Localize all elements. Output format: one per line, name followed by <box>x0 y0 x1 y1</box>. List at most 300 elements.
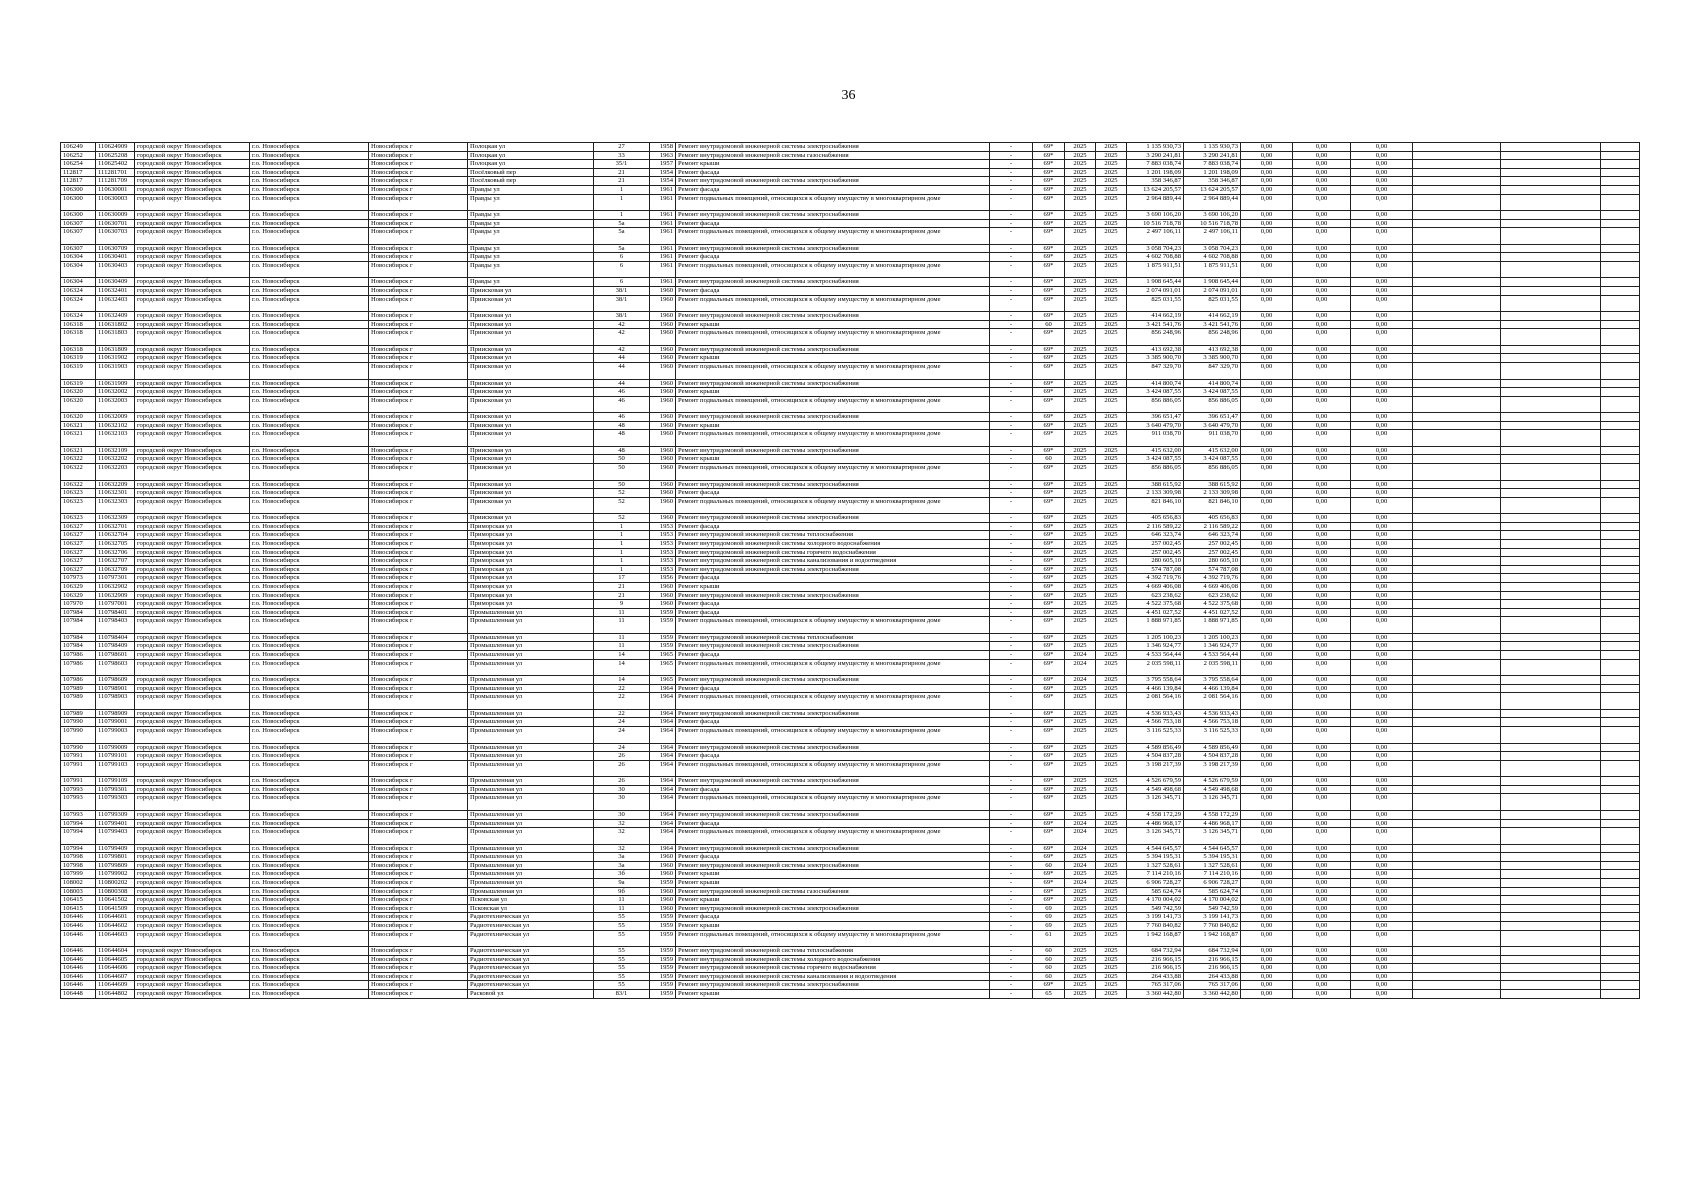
cell-work: Ремонт крыши <box>676 421 990 430</box>
cell-sum2: 4 536 933,43 <box>1184 709 1241 718</box>
cell-dash: - <box>990 887 1033 896</box>
cell-z1: 0,00 <box>1241 659 1293 676</box>
cell-empty <box>1413 904 1501 913</box>
cell-year: 1959 <box>650 955 676 964</box>
cell-sum2: 3 360 442,80 <box>1184 990 1241 999</box>
cell-z3: 0,00 <box>1351 497 1413 514</box>
cell-sum2: 3 424 087,55 <box>1184 388 1241 397</box>
cell-work: Ремонт подвальных помещений, относящихся к общему имуществу в многоквартирном доме <box>676 430 990 447</box>
cell-go: г.о. Новосибирск <box>250 480 369 489</box>
cell-year: 1954 <box>650 177 676 186</box>
cell-year: 1964 <box>650 743 676 752</box>
cell-okrug: городской округ Новосибирск <box>135 421 250 430</box>
cell-work: Ремонт внутридомовой инженерной системы электроснабжения <box>676 861 990 870</box>
cell-year: 1963 <box>650 151 676 160</box>
cell-sum1: 3 058 704,23 <box>1127 244 1184 253</box>
cell-city: Новосибирск г <box>369 930 468 947</box>
cell-norm: 69* <box>1033 388 1065 397</box>
cell-empty <box>1413 244 1501 253</box>
cell-z3: 0,00 <box>1351 955 1413 964</box>
cell-empty <box>1601 972 1640 981</box>
cell-code: 110632707 <box>96 557 135 566</box>
cell-z1: 0,00 <box>1241 455 1293 464</box>
cell-sum2: 216 966,15 <box>1184 955 1241 964</box>
cell-z3: 0,00 <box>1351 565 1413 574</box>
cell-dash: - <box>990 177 1033 186</box>
cell-norm: 69* <box>1033 548 1065 557</box>
cell-empty <box>1601 990 1640 999</box>
cell-y1: 2024 <box>1065 844 1096 853</box>
cell-house: 55 <box>594 947 650 956</box>
cell-code: 110630003 <box>96 194 135 211</box>
cell-sum1: 4 533 564,44 <box>1127 651 1184 660</box>
table-row <box>61 921 1640 930</box>
cell-okrug: городской округ Новосибирск <box>135 261 250 278</box>
cell-city: Новосибирск г <box>369 591 468 600</box>
cell-id: 108002 <box>61 878 96 887</box>
cell-z2: 0,00 <box>1293 709 1351 718</box>
cell-empty <box>1413 676 1501 685</box>
cell-street: Приисковая ул <box>468 489 594 498</box>
cell-z3: 0,00 <box>1351 168 1413 177</box>
cell-empty <box>1501 168 1601 177</box>
cell-work: Ремонт фасада <box>676 253 990 262</box>
cell-dash: - <box>990 693 1033 710</box>
cell-sum1: 4 526 679,59 <box>1127 777 1184 786</box>
cell-z3: 0,00 <box>1351 430 1413 447</box>
cell-z2: 0,00 <box>1293 896 1351 905</box>
cell-y2: 2025 <box>1096 794 1127 811</box>
cell-code: 110644602 <box>96 921 135 930</box>
cell-sum1: 414 662,19 <box>1127 312 1184 321</box>
cell-id: 107999 <box>61 870 96 879</box>
cell-z3: 0,00 <box>1351 295 1413 312</box>
cell-id: 107990 <box>61 718 96 727</box>
cell-city: Новосибирск г <box>369 363 468 380</box>
cell-street: Промышленная ул <box>468 608 594 617</box>
cell-dash: - <box>990 777 1033 786</box>
cell-norm: 69* <box>1033 709 1065 718</box>
cell-empty <box>1501 446 1601 455</box>
cell-empty <box>1501 861 1601 870</box>
cell-street: Приморская ул <box>468 540 594 549</box>
cell-sum1: 1 888 971,85 <box>1127 617 1184 634</box>
cell-y2: 2025 <box>1096 320 1127 329</box>
cell-code: 110630403 <box>96 261 135 278</box>
cell-city: Новосибирск г <box>369 396 468 413</box>
table-row <box>61 853 1640 862</box>
table-row <box>61 497 1640 514</box>
cell-id: 108003 <box>61 887 96 896</box>
cell-empty <box>1413 514 1501 523</box>
cell-z1: 0,00 <box>1241 709 1293 718</box>
cell-work: Ремонт внутридомовой инженерной системы электроснабжения <box>676 177 990 186</box>
table-row <box>61 295 1640 312</box>
cell-z1: 0,00 <box>1241 947 1293 956</box>
cell-y2: 2025 <box>1096 828 1127 845</box>
cell-sum2: 414 800,74 <box>1184 379 1241 388</box>
cell-sum1: 4 669 406,08 <box>1127 583 1184 592</box>
cell-z3: 0,00 <box>1351 777 1413 786</box>
cell-z2: 0,00 <box>1293 228 1351 245</box>
cell-z2: 0,00 <box>1293 244 1351 253</box>
cell-okrug: городской округ Новосибирск <box>135 345 250 354</box>
cell-z1: 0,00 <box>1241 896 1293 905</box>
cell-empty <box>1501 600 1601 609</box>
cell-work: Ремонт крыши <box>676 583 990 592</box>
cell-id: 106324 <box>61 287 96 296</box>
cell-z1: 0,00 <box>1241 531 1293 540</box>
cell-sum1: 1 875 911,51 <box>1127 261 1184 278</box>
cell-okrug: городской округ Новосибирск <box>135 617 250 634</box>
cell-code: 110798409 <box>96 642 135 651</box>
cell-sum1: 856 886,05 <box>1127 396 1184 413</box>
cell-empty <box>1601 574 1640 583</box>
cell-sum1: 765 317,06 <box>1127 981 1184 990</box>
cell-code: 110632704 <box>96 531 135 540</box>
cell-z3: 0,00 <box>1351 228 1413 245</box>
cell-dash: - <box>990 828 1033 845</box>
cell-code: 110798603 <box>96 659 135 676</box>
cell-dash: - <box>990 972 1033 981</box>
cell-z2: 0,00 <box>1293 990 1351 999</box>
cell-empty <box>1413 548 1501 557</box>
cell-go: г.о. Новосибирск <box>250 455 369 464</box>
cell-go: г.о. Новосибирск <box>250 981 369 990</box>
table-row <box>61 981 1640 990</box>
cell-empty <box>1601 160 1640 169</box>
cell-dash: - <box>990 480 1033 489</box>
cell-dash: - <box>990 760 1033 777</box>
cell-sum1: 7 760 840,82 <box>1127 921 1184 930</box>
cell-norm: 69* <box>1033 464 1065 481</box>
cell-okrug: городской округ Новосибирск <box>135 853 250 862</box>
cell-y1: 2025 <box>1065 887 1096 896</box>
cell-norm: 69* <box>1033 177 1065 186</box>
cell-sum2: 3 795 558,64 <box>1184 676 1241 685</box>
cell-y2: 2025 <box>1096 810 1127 819</box>
cell-go: г.о. Новосибирск <box>250 633 369 642</box>
cell-empty <box>1501 565 1601 574</box>
cell-sum2: 856 886,05 <box>1184 396 1241 413</box>
cell-empty <box>1601 194 1640 211</box>
cell-empty <box>1501 345 1601 354</box>
cell-go: г.о. Новосибирск <box>250 295 369 312</box>
cell-year: 1960 <box>650 583 676 592</box>
cell-go: г.о. Новосибирск <box>250 430 369 447</box>
cell-empty <box>1501 489 1601 498</box>
cell-empty <box>1601 185 1640 194</box>
cell-id: 106327 <box>61 565 96 574</box>
cell-y2: 2025 <box>1096 345 1127 354</box>
cell-norm: 69* <box>1033 617 1065 634</box>
cell-empty <box>1601 752 1640 761</box>
cell-street: Приисковая ул <box>468 295 594 312</box>
cell-z1: 0,00 <box>1241 497 1293 514</box>
cell-year: 1960 <box>650 480 676 489</box>
cell-empty <box>1601 718 1640 727</box>
cell-z2: 0,00 <box>1293 684 1351 693</box>
cell-city: Новосибирск г <box>369 312 468 321</box>
cell-empty <box>1413 430 1501 447</box>
cell-y1: 2025 <box>1065 591 1096 600</box>
cell-z1: 0,00 <box>1241 261 1293 278</box>
cell-street: Приморская ул <box>468 565 594 574</box>
cell-empty <box>1601 743 1640 752</box>
cell-norm: 69* <box>1033 591 1065 600</box>
cell-year: 1959 <box>650 972 676 981</box>
cell-empty <box>1413 760 1501 777</box>
cell-sum2: 821 846,10 <box>1184 497 1241 514</box>
cell-year: 1960 <box>650 379 676 388</box>
cell-year: 1961 <box>650 261 676 278</box>
cell-city: Новосибирск г <box>369 828 468 845</box>
cell-z2: 0,00 <box>1293 557 1351 566</box>
cell-okrug: городской округ Новосибирск <box>135 413 250 422</box>
cell-sum2: 4 504 837,28 <box>1184 752 1241 761</box>
cell-y1: 2025 <box>1065 990 1096 999</box>
cell-z2: 0,00 <box>1293 718 1351 727</box>
cell-norm: 69* <box>1033 295 1065 312</box>
cell-empty <box>1601 642 1640 651</box>
cell-y2: 2025 <box>1096 819 1127 828</box>
cell-z1: 0,00 <box>1241 278 1293 287</box>
cell-sum1: 3 421 541,76 <box>1127 320 1184 329</box>
cell-city: Новосибирск г <box>369 557 468 566</box>
cell-empty <box>1413 794 1501 811</box>
cell-y1: 2025 <box>1065 794 1096 811</box>
cell-dash: - <box>990 396 1033 413</box>
cell-sum1: 1 205 100,23 <box>1127 633 1184 642</box>
cell-work: Ремонт внутридомовой инженерной системы электроснабжения <box>676 844 990 853</box>
cell-go: г.о. Новосибирск <box>250 760 369 777</box>
cell-code: 110644601 <box>96 913 135 922</box>
cell-y1: 2025 <box>1065 413 1096 422</box>
cell-y2: 2025 <box>1096 947 1127 956</box>
cell-work: Ремонт фасада <box>676 600 990 609</box>
cell-house: 42 <box>594 329 650 346</box>
cell-year: 1954 <box>650 168 676 177</box>
cell-z2: 0,00 <box>1293 194 1351 211</box>
cell-sum1: 3 385 900,70 <box>1127 354 1184 363</box>
cell-y2: 2025 <box>1096 617 1127 634</box>
cell-dash: - <box>990 659 1033 676</box>
cell-okrug: городской округ Новосибирск <box>135 659 250 676</box>
cell-empty <box>1413 565 1501 574</box>
cell-house: 44 <box>594 354 650 363</box>
table-row <box>61 600 1640 609</box>
cell-year: 1960 <box>650 455 676 464</box>
cell-house: 42 <box>594 320 650 329</box>
cell-norm: 69* <box>1033 981 1065 990</box>
cell-norm: 69* <box>1033 693 1065 710</box>
table-row <box>61 261 1640 278</box>
cell-house: 3б <box>594 870 650 879</box>
cell-okrug: городской округ Новосибирск <box>135 211 250 220</box>
cell-city: Новосибирск г <box>369 320 468 329</box>
cell-z1: 0,00 <box>1241 583 1293 592</box>
cell-okrug: городской округ Новосибирск <box>135 583 250 592</box>
cell-dash: - <box>990 312 1033 321</box>
cell-okrug: городской округ Новосибирск <box>135 760 250 777</box>
cell-house: 5а <box>594 244 650 253</box>
cell-code: 110632705 <box>96 540 135 549</box>
cell-sum1: 358 346,87 <box>1127 177 1184 186</box>
cell-z2: 0,00 <box>1293 743 1351 752</box>
cell-empty <box>1413 388 1501 397</box>
cell-year: 1953 <box>650 565 676 574</box>
cell-street: Приморская ул <box>468 574 594 583</box>
cell-empty <box>1601 261 1640 278</box>
cell-street: Промышленная ул <box>468 861 594 870</box>
cell-year: 1960 <box>650 591 676 600</box>
cell-z2: 0,00 <box>1293 651 1351 660</box>
cell-empty <box>1501 642 1601 651</box>
cell-id: 107991 <box>61 760 96 777</box>
cell-sum1: 7 114 210,16 <box>1127 870 1184 879</box>
cell-empty <box>1601 583 1640 592</box>
cell-norm: 69* <box>1033 565 1065 574</box>
cell-okrug: городской округ Новосибирск <box>135 600 250 609</box>
cell-empty <box>1601 455 1640 464</box>
cell-city: Новосибирск г <box>369 480 468 489</box>
cell-house: 35/1 <box>594 160 650 169</box>
cell-year: 1959 <box>650 964 676 973</box>
cell-dash: - <box>990 278 1033 287</box>
cell-okrug: городской округ Новосибирск <box>135 810 250 819</box>
cell-city: Новосибирск г <box>369 887 468 896</box>
cell-code: 110630401 <box>96 253 135 262</box>
cell-norm: 69* <box>1033 651 1065 660</box>
cell-y1: 2025 <box>1065 320 1096 329</box>
cell-z2: 0,00 <box>1293 354 1351 363</box>
cell-empty <box>1601 413 1640 422</box>
cell-house: 38/1 <box>594 287 650 296</box>
table-row <box>61 396 1640 413</box>
cell-z2: 0,00 <box>1293 844 1351 853</box>
cell-house: 1 <box>594 185 650 194</box>
cell-year: 1960 <box>650 320 676 329</box>
cell-year: 1959 <box>650 981 676 990</box>
cell-street: Приморская ул <box>468 548 594 557</box>
cell-house: 52 <box>594 497 650 514</box>
cell-y2: 2025 <box>1096 363 1127 380</box>
cell-year: 1959 <box>650 913 676 922</box>
cell-year: 1953 <box>650 540 676 549</box>
cell-year: 1960 <box>650 295 676 312</box>
cell-okrug: городской округ Новосибирск <box>135 185 250 194</box>
cell-sum2: 646 323,74 <box>1184 531 1241 540</box>
cell-z3: 0,00 <box>1351 743 1413 752</box>
table-row <box>61 591 1640 600</box>
table-row <box>61 947 1640 956</box>
cell-empty <box>1501 574 1601 583</box>
cell-sum2: 2 081 564,16 <box>1184 693 1241 710</box>
cell-z1: 0,00 <box>1241 177 1293 186</box>
cell-y2: 2025 <box>1096 921 1127 930</box>
cell-y1: 2025 <box>1065 718 1096 727</box>
cell-house: 55 <box>594 921 650 930</box>
cell-okrug: городской округ Новосибирск <box>135 312 250 321</box>
cell-work: Ремонт внутридомовой инженерной системы горячего водоснабжения <box>676 548 990 557</box>
table-row <box>61 709 1640 718</box>
cell-empty <box>1501 194 1601 211</box>
cell-z3: 0,00 <box>1351 930 1413 947</box>
cell-norm: 69* <box>1033 413 1065 422</box>
cell-city: Новосибирск г <box>369 743 468 752</box>
cell-z1: 0,00 <box>1241 540 1293 549</box>
cell-norm: 69* <box>1033 760 1065 777</box>
cell-work: Ремонт подвальных помещений, относящихся к общему имуществу в многоквартирном доме <box>676 295 990 312</box>
cell-code: 110631902 <box>96 354 135 363</box>
cell-id: 106320 <box>61 413 96 422</box>
cell-y2: 2025 <box>1096 329 1127 346</box>
cell-y2: 2025 <box>1096 261 1127 278</box>
cell-id: 107991 <box>61 777 96 786</box>
cell-okrug: городской округ Новосибирск <box>135 219 250 228</box>
cell-y1: 2025 <box>1065 921 1096 930</box>
cell-empty <box>1501 913 1601 922</box>
cell-y2: 2025 <box>1096 844 1127 853</box>
cell-z2: 0,00 <box>1293 455 1351 464</box>
cell-empty <box>1501 752 1601 761</box>
cell-go: г.о. Новосибирск <box>250 878 369 887</box>
cell-z3: 0,00 <box>1351 421 1413 430</box>
cell-street: Промышленная ул <box>468 718 594 727</box>
cell-z2: 0,00 <box>1293 600 1351 609</box>
cell-y2: 2025 <box>1096 312 1127 321</box>
cell-empty <box>1601 878 1640 887</box>
cell-norm: 69* <box>1033 878 1065 887</box>
cell-sum1: 2 074 091,01 <box>1127 287 1184 296</box>
cell-go: г.о. Новосибирск <box>250 617 369 634</box>
cell-y1: 2025 <box>1065 981 1096 990</box>
cell-work: Ремонт подвальных помещений, относящихся к общему имуществу в многоквартирном доме <box>676 727 990 744</box>
cell-empty <box>1501 930 1601 947</box>
cell-dash: - <box>990 388 1033 397</box>
cell-z3: 0,00 <box>1351 617 1413 634</box>
cell-empty <box>1413 819 1501 828</box>
cell-year: 1959 <box>650 608 676 617</box>
table-row <box>61 760 1640 777</box>
cell-empty <box>1501 363 1601 380</box>
cell-sum2: 3 690 106,20 <box>1184 211 1241 220</box>
cell-dash: - <box>990 557 1033 566</box>
cell-empty <box>1601 219 1640 228</box>
cell-empty <box>1601 794 1640 811</box>
cell-empty <box>1601 600 1640 609</box>
cell-sum1: 4 589 856,49 <box>1127 743 1184 752</box>
cell-z2: 0,00 <box>1293 904 1351 913</box>
cell-street: Псковская ул <box>468 904 594 913</box>
cell-y2: 2025 <box>1096 194 1127 211</box>
cell-work: Ремонт фасада <box>676 819 990 828</box>
cell-street: Радиотехническая ул <box>468 981 594 990</box>
cell-go: г.о. Новосибирск <box>250 896 369 905</box>
cell-norm: 69* <box>1033 659 1065 676</box>
cell-go: г.о. Новосибирск <box>250 261 369 278</box>
cell-empty <box>1413 617 1501 634</box>
cell-y1: 2025 <box>1065 522 1096 531</box>
cell-okrug: городской округ Новосибирск <box>135 388 250 397</box>
cell-empty <box>1601 464 1640 481</box>
cell-empty <box>1413 785 1501 794</box>
cell-code: 110632102 <box>96 421 135 430</box>
cell-sum2: 1 205 100,23 <box>1184 633 1241 642</box>
cell-street: Промышленная ул <box>468 760 594 777</box>
cell-code: 110798909 <box>96 709 135 718</box>
cell-norm: 69* <box>1033 633 1065 642</box>
